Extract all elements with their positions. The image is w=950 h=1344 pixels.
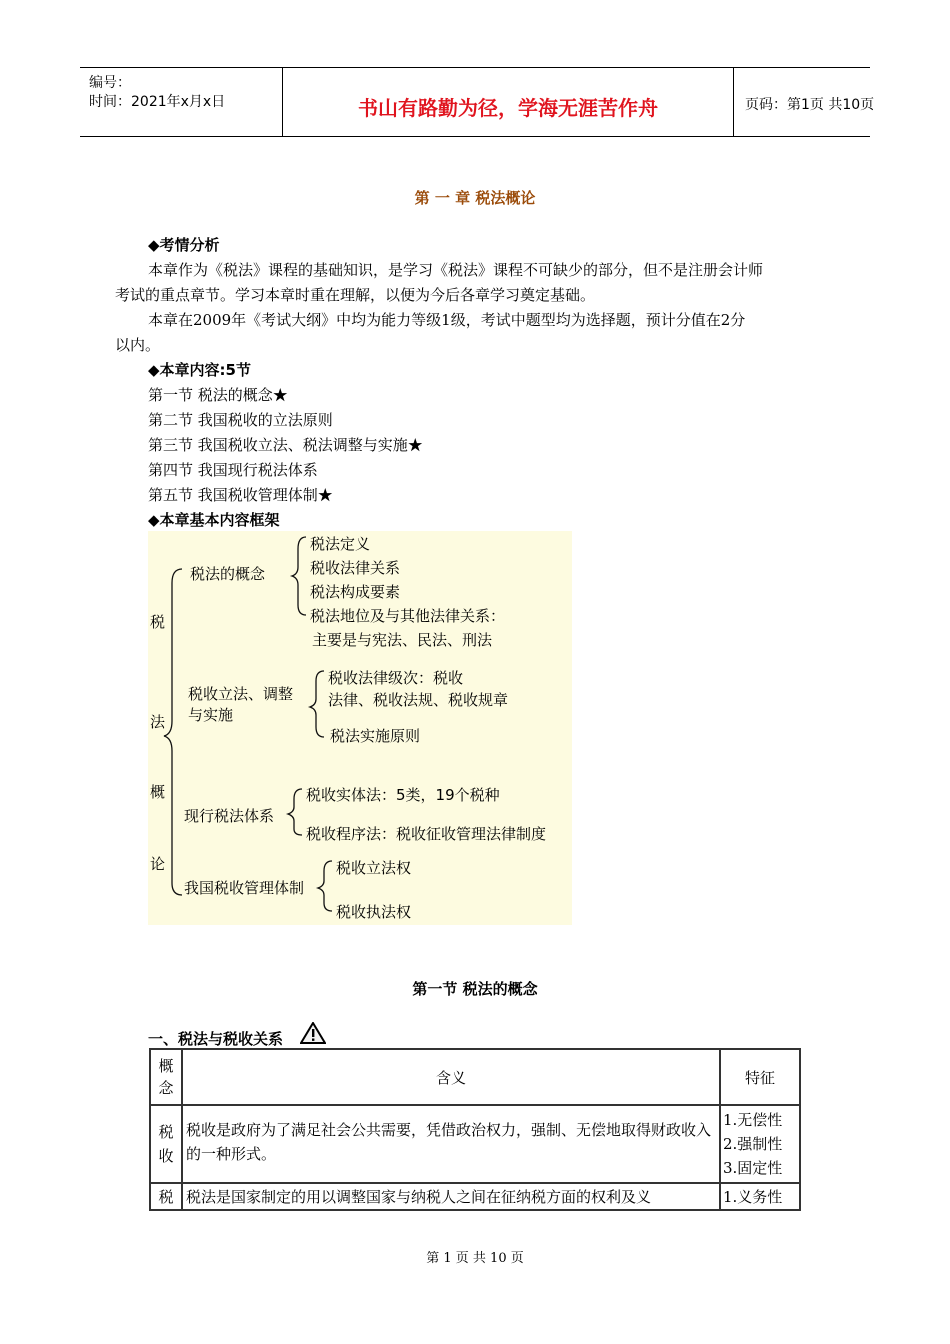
feature-item: 3.固定性	[723, 1159, 783, 1177]
framework-branch: 税收立法、调整	[188, 685, 294, 703]
framework-branch: 与实施	[188, 706, 234, 724]
table-cell-meaning: 税法是国家制定的用以调整国家与纳税人之间在征纳税方面的权利及义	[182, 1183, 720, 1210]
table-header-cell: 含义	[182, 1049, 720, 1105]
page-header	[80, 67, 875, 137]
content-item: 第五节 我国税收管理体制★	[148, 486, 333, 504]
analysis-paragraph-2-line-2: 以内。	[115, 336, 161, 354]
framework-leaf: 税法实施原则	[330, 727, 421, 745]
table-header-row	[150, 1049, 800, 1105]
framework-leaf: 税收法律关系	[310, 559, 401, 577]
feature-item: 1.无偿性	[723, 1111, 783, 1129]
table-header-cell: 特征	[720, 1049, 800, 1105]
time-label: 时间：2021年x月x日	[89, 94, 226, 110]
feature-item: 2.强制性	[723, 1135, 783, 1153]
framework-leaf: 法律、税收法规、税收规章	[328, 691, 509, 709]
header-motto-cell	[282, 68, 734, 136]
framework-leaf: 税收实体法：5类，19个税种	[306, 786, 500, 804]
framework-branch: 税法的概念	[190, 565, 266, 583]
framework-root-char: 论	[150, 855, 166, 873]
framework-branch: 现行税法体系	[184, 807, 275, 825]
framework-leaf: 税收程序法：税收征收管理法律制度	[306, 825, 547, 843]
feature-item: 1.义务性	[723, 1188, 783, 1206]
framework-heading: ◆本章基本内容框架	[148, 511, 280, 529]
page-footer: 第 1 页 共 10 页	[426, 1251, 524, 1266]
framework-leaf: 税法构成要素	[310, 583, 401, 601]
chapter-title: 第 一 章 税法概论	[414, 189, 536, 207]
number-label: 编号：	[89, 75, 131, 91]
analysis-heading: ◆考情分析	[148, 236, 220, 254]
framework-leaf: 税法定义	[310, 535, 371, 553]
header-meta	[80, 68, 282, 136]
framework-leaf: 主要是与宪法、民法、刑法	[312, 631, 493, 649]
framework-leaf: 税法地位及与其他法律关系：	[310, 607, 506, 625]
table-cell-concept: 税收	[150, 1105, 182, 1183]
framework-diagram	[148, 531, 572, 925]
table-cell-features	[720, 1105, 800, 1183]
framework-root-char: 法	[150, 713, 166, 731]
subsection-heading: 一、税法与税收关系	[148, 1030, 284, 1048]
content-item: 第三节 我国税收立法、税法调整与实施★	[148, 436, 423, 454]
framework-leaf: 税收立法权	[336, 859, 412, 877]
analysis-paragraph-2-line-1: 本章在2009年《考试大纲》中均为能力等级1级，考试中题型均为选择题，预计分值在2分	[148, 311, 746, 329]
framework-branch: 我国税收管理体制	[184, 879, 305, 897]
tax-concept-table	[149, 1048, 801, 1211]
framework-root-char: 税	[150, 613, 166, 631]
content-item: 第一节 税法的概念★	[148, 386, 288, 404]
framework-leaf: 税收执法权	[336, 903, 412, 921]
table-header-cell: 概念	[150, 1049, 182, 1105]
table-cell-meaning: 税收是政府为了满足社会公共需要，凭借政治权力，强制、无偿地取得财政收入的一种形式。	[182, 1105, 720, 1183]
page-number-label: 页码：第1页 共10页	[745, 97, 875, 113]
table-row	[150, 1105, 800, 1183]
motto: 书山有路勤为径，学海无涯苦作舟	[358, 96, 658, 120]
content-item: 第二节 我国税收的立法原则	[148, 411, 333, 429]
framework-leaf: 税收法律级次：税收	[328, 669, 464, 687]
analysis-paragraph-1-line-1: 本章作为《税法》课程的基础知识，是学习《税法》课程不可缺少的部分，但不是注册会计师	[148, 261, 764, 279]
section-title: 第一节 税法的概念	[412, 980, 538, 998]
warning-icon	[300, 1022, 326, 1044]
framework-root-char: 概	[150, 783, 166, 801]
header-page-cell	[734, 68, 875, 136]
analysis-paragraph-1-line-2: 考试的重点章节。学习本章时重在理解，以便为今后各章学习奠定基础。	[115, 286, 596, 304]
content-heading: ◆本章内容:5节	[148, 361, 251, 379]
table-row	[150, 1183, 800, 1210]
table-cell-concept: 税	[150, 1183, 182, 1210]
content-item: 第四节 我国现行税法体系	[148, 461, 318, 479]
table-cell-features	[720, 1183, 800, 1210]
